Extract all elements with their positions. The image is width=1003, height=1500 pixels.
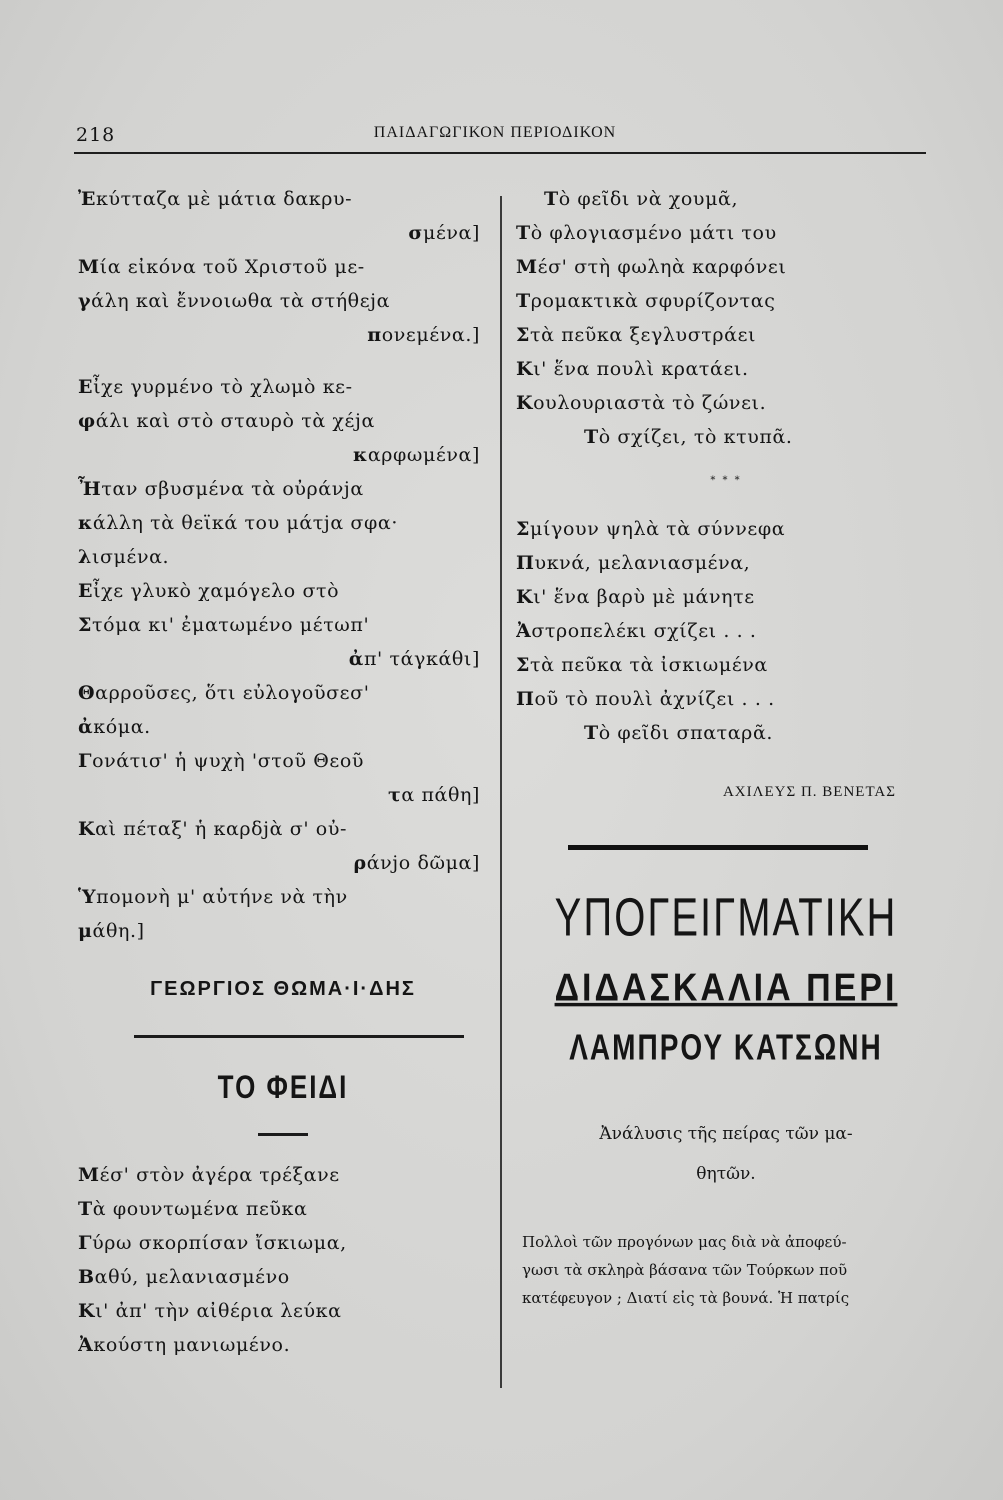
- stanza-gap: [78, 352, 488, 370]
- verse-line: Τὰ φουντωμένα πεῦκα: [78, 1198, 308, 1220]
- title-underbar: [258, 1133, 308, 1136]
- verse-line: Γύρω σκορπίσαν ἴσκιωμα,: [78, 1232, 347, 1254]
- poem-christ: [78, 182, 488, 948]
- poem-title-fidi: ΤΟ ΦΕΙΔΙ: [217, 1068, 349, 1106]
- verse-line: ράνϳο δῶμα]: [353, 852, 480, 874]
- author-signature-thomaidis: ΓΕΩΡΓΙΟΣ ΘΩΜΑ·Ι·ΔΗΣ: [150, 978, 416, 1000]
- verse-line: Πυκνά, μελανιασμένα,: [516, 552, 751, 574]
- running-title: ΠΑΙΔΑΓΩΓΙΚΟΝ ΠΕΡΙΟΔΙΚΟΝ: [373, 124, 617, 141]
- body-text-line: κατέφευγον ; Διατί εἰς τὰ βουνά. Ἡ πατρίς: [522, 1289, 850, 1307]
- verse-line: Μέσ' στὴ φωληὰ καρφόνει: [516, 256, 787, 278]
- verse-line: Κι' ἕνα βαρὺ μὲ μάνητε: [516, 586, 755, 608]
- body-text-line: γωσι τὰ σκληρὰ βάσανα τῶν Τούρκων ποῦ: [522, 1261, 848, 1279]
- verse-line: Ὑπομονὴ μ' αὐτήνε νὰ τὴν: [78, 886, 348, 908]
- verse-line: μάθη.]: [78, 920, 145, 942]
- verse-line: Ἀκούστη μανιωμένο.: [78, 1334, 291, 1356]
- verse-line: Κι' ἕνα πουλὶ κρατάει.: [516, 358, 749, 380]
- body-text-line: Πολλοὶ τῶν προγόνων μας διὰ νὰ ἀποφεύ-: [522, 1233, 847, 1251]
- verse-line: Ποῦ τὸ πουλὶ ἀχνίζει . . .: [516, 688, 775, 710]
- verse-line: Τὸ σχίζει, τὸ κτυπᾶ.: [584, 426, 793, 448]
- verse-line: Καὶ πέταξ' ἡ καρδϳὰ σ' οὐ-: [78, 818, 347, 840]
- verse-line: Τὸ φλογιασμένο μάτι του: [516, 222, 777, 244]
- author-signature-venetas: ΑΧΙΛΕΥΣ Π. ΒΕΝΕΤΑΣ: [722, 784, 896, 800]
- subtitle-line: Ἀνάλυσις τῆς πείρας τῶν μα-: [599, 1124, 853, 1144]
- poem-fidi-part2: [516, 182, 936, 454]
- verse-line: πονεμένα.]: [367, 324, 480, 346]
- verse-line: σμένα]: [408, 222, 480, 244]
- verse-line: φάλι καὶ στὸ σταυρὸ τὰ χέϳα: [78, 410, 375, 432]
- stanza-separator-stars: * * *: [710, 475, 742, 486]
- subtitle-line: θητῶν.: [696, 1164, 756, 1184]
- verse-line: Κουλουριαστὰ τὸ ζώνει.: [516, 392, 767, 414]
- verse-line: Τὸ φεῖδι σπαταρᾶ.: [584, 722, 774, 744]
- verse-line: Εἶχε γλυκὸ χαμόγελο στὸ: [78, 580, 340, 602]
- left-column: [78, 182, 488, 1362]
- verse-line: Τὸ φεῖδι νὰ χουμᾶ,: [544, 188, 739, 210]
- article-title-line1: ΥΠΟΓΕΙΓΜΑΤΙΚΗ: [554, 888, 898, 948]
- header-rule: [74, 152, 926, 154]
- verse-line: κάλλη τὰ θεϊκά του μάτϳα σφα·: [78, 512, 398, 534]
- right-column: [516, 182, 936, 1312]
- verse-line: τα πάθη]: [387, 784, 480, 806]
- verse-line: λισμένα.: [78, 546, 170, 568]
- verse-line: Τρομακτικὰ σφυρίζοντας: [516, 290, 776, 312]
- article-subtitle: [516, 1114, 936, 1194]
- verse-line: Θαρροῦσες, ὅτι εὐλογοῦσεσ': [78, 682, 370, 704]
- verse-line: Εἶχε γυρμένο τὸ χλωμὸ κε-: [78, 376, 353, 398]
- verse-line: Κι' ἀπ' τὴν αἰθέρια λεύκα: [78, 1300, 342, 1322]
- verse-line: Στὰ πεῦκα τὰ ἰσκιωμένα: [516, 654, 768, 676]
- poem-fidi-part3: [516, 512, 936, 750]
- section-rule: [134, 1035, 464, 1038]
- verse-line: Γονάτισ' ἡ ψυχὴ 'στοῦ Θεοῦ: [78, 750, 365, 772]
- verse-line: Μέσ' στὸν ἀγέρα τρέξανε: [78, 1164, 340, 1186]
- article-body: [516, 1228, 936, 1312]
- verse-line: ἀπ' τάγκάθι]: [348, 648, 480, 670]
- poem-fidi-part1: [78, 1158, 488, 1362]
- column-divider: [500, 196, 502, 1388]
- section-rule-thick: [568, 845, 868, 850]
- verse-line: Στόμα κι' ἐματωμένο μέτωπ': [78, 614, 370, 636]
- verse-line: Μία εἰκόνα τοῦ Χριστοῦ με-: [78, 256, 365, 278]
- verse-line: Ἐκύτταζα μὲ μάτια δακρυ-: [78, 188, 353, 210]
- verse-line: Ἦταν σβυσμένα τὰ οὐράνϳα: [78, 478, 364, 500]
- verse-line: ἀκόμα.: [78, 716, 151, 738]
- verse-line: Στὰ πεῦκα ξεγλυστράει: [516, 324, 757, 346]
- verse-line: γάλη καὶ ἔννοιωθα τὰ στήθεϳα: [78, 290, 391, 312]
- page-number: 218: [76, 124, 116, 146]
- article-title-line3: ΛΑΜΠΡΟΥ ΚΑΤΣΩΝΗ: [569, 1027, 883, 1068]
- verse-line: Ἀστροπελέκι σχίζει . . .: [516, 620, 757, 642]
- verse-line: καρφωμένα]: [352, 444, 480, 466]
- verse-line: Σμίγουν ψηλὰ τὰ σύννεφα: [516, 518, 786, 540]
- article-title-line2: ΔΙΔΑΣΚΑΛΙΑ ΠΕΡΙ: [554, 966, 898, 1010]
- verse-line: Βαθύ, μελανιασμένο: [78, 1266, 290, 1288]
